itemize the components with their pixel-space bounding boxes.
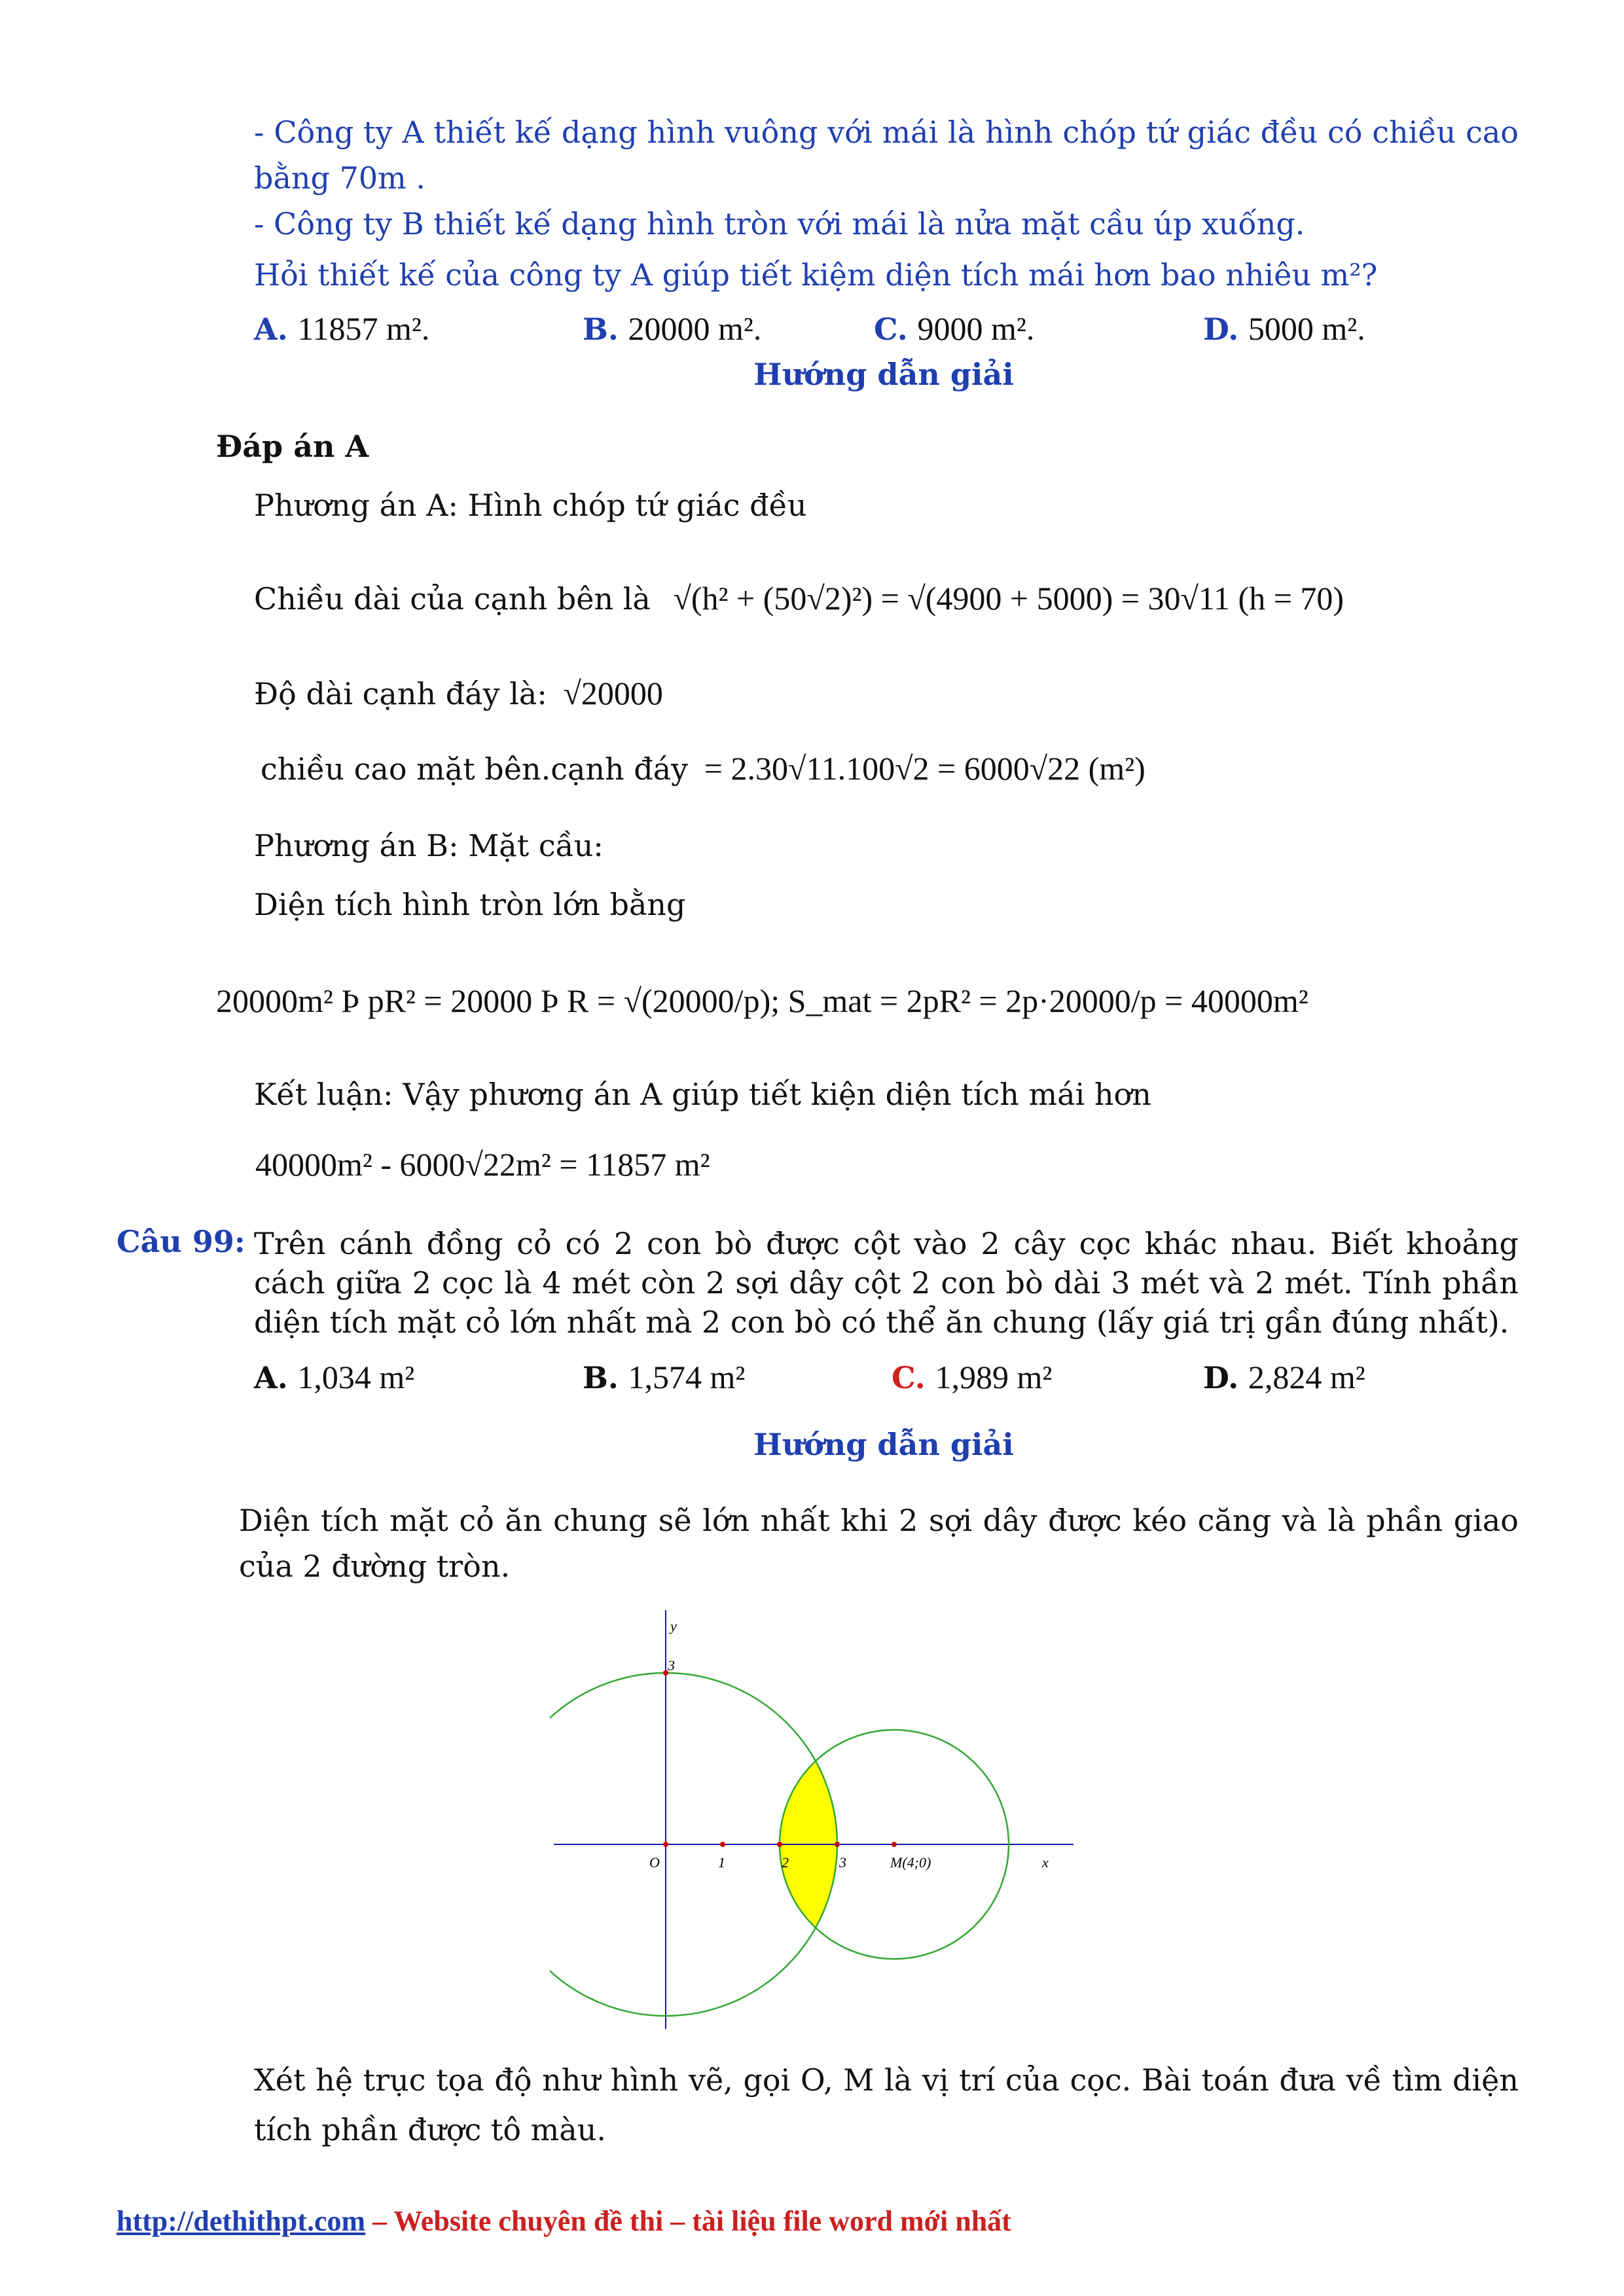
- area-formula: = 2.30√11.100√2 = 6000√22 (m²): [704, 750, 1146, 787]
- footer-text: – Website chuyên đề thi – tài liệu file word mới nhất: [365, 2205, 1011, 2237]
- option-text: 5000 m².: [1248, 310, 1365, 347]
- option-letter: D.: [1203, 312, 1239, 347]
- q98-option-b[interactable]: [583, 310, 761, 348]
- option-letter: C.: [892, 1360, 926, 1395]
- label-m: M(4;0): [890, 1854, 931, 1871]
- option-letter: A.: [254, 1360, 288, 1395]
- base-formula: √20000: [563, 675, 663, 711]
- solution99-para2: Xét hệ trục tọa độ như hình vẽ, gọi O, M là vị trí của cọc. Bài toán đưa về tìm diện tích phần được tô màu.: [254, 2062, 1519, 2147]
- base-text: Độ dài cạnh đáy là:: [254, 676, 547, 711]
- option-letter: B.: [583, 1360, 619, 1395]
- q98-line2: bằng 70m .: [254, 160, 425, 196]
- q99-label: Câu 99:: [117, 1224, 245, 1259]
- q99-option-b[interactable]: [583, 1358, 745, 1396]
- label-2: 2: [782, 1854, 789, 1871]
- option-text: 11857 m².: [297, 310, 430, 347]
- option-text: 1,574 m²: [628, 1359, 746, 1395]
- label-y: y: [670, 1618, 677, 1634]
- q99-option-d[interactable]: [1203, 1358, 1365, 1396]
- point-3: [835, 1842, 840, 1847]
- plan-a-text: Phương án A: Hình chóp tứ giác đều: [254, 488, 807, 523]
- option-letter: B.: [583, 312, 619, 347]
- option-text: 1,034 m²: [297, 1359, 415, 1395]
- label-origin: O: [649, 1854, 660, 1871]
- q98-line3: - Công ty B thiết kế dạng hình tròn với mái là nửa mặt cầu úp xuống.: [254, 206, 1305, 242]
- option-text: 20000 m².: [628, 310, 762, 347]
- area-line: [261, 749, 1146, 787]
- solution-heading: Hướng dẫn giải: [753, 357, 1014, 392]
- edge-line: [254, 579, 1344, 617]
- plan-b-text: Phương án B: Mặt cầu:: [254, 828, 604, 863]
- label-3: 3: [839, 1854, 846, 1871]
- option-letter: A.: [254, 312, 288, 347]
- intersection-figure: [550, 1610, 1106, 2036]
- option-letter: D.: [1203, 1360, 1239, 1395]
- q98-option-a[interactable]: [254, 310, 429, 348]
- answer-label: Đáp án A: [216, 429, 369, 464]
- q98-option-c[interactable]: [874, 310, 1034, 348]
- conclusion-formula: 40000m² - 6000√22m² = 11857 m²: [255, 1146, 710, 1183]
- point-m: [892, 1842, 897, 1847]
- label-x: x: [1042, 1854, 1049, 1871]
- conclusion-text: Kết luận: Vậy phương án A giúp tiết kiện diện tích mái hơn: [254, 1077, 1151, 1112]
- solution99-heading: Hướng dẫn giải: [753, 1427, 1014, 1462]
- option-text: 1,989 m²: [935, 1359, 1053, 1395]
- solution99-para1: Diện tích mặt cỏ ăn chung sẽ lớn nhất khi 2 sợi dây được kéo căng và là phần giao của 2 đường tròn.: [239, 1503, 1519, 1584]
- q98-option-d[interactable]: [1203, 310, 1365, 348]
- q98-line4: Hỏi thiết kế của công ty A giúp tiết kiệm diện tích mái hơn bao nhiêu m²?: [254, 257, 1378, 293]
- circle-formula: 20000m² Þ pR² = 20000 Þ R = √(20000/p); S_mat = 2pR² = 2p·20000/p = 40000m²: [216, 982, 1308, 1019]
- point-2: [777, 1842, 782, 1847]
- area-text: chiều cao mặt bên.cạnh đáy: [261, 751, 689, 787]
- label-y3: 3: [668, 1657, 675, 1674]
- edge-text: Chiều dài của cạnh bên là: [254, 581, 651, 617]
- point-1: [720, 1842, 725, 1847]
- q99-option-a[interactable]: [254, 1358, 414, 1396]
- footer: [117, 2204, 1011, 2238]
- option-text: 2,824 m²: [1248, 1359, 1365, 1395]
- q99-text: Trên cánh đồng cỏ có 2 con bò được cột vào 2 cây cọc khác nhau. Biết khoảng cách giữa 2 cọc là 4 mét còn 2 sợi dây cột 2 con bò dài 3 mét và 2 mét. Tính phần diện tích mặt cỏ lớn nhất mà 2 con bò có thể ăn chung (lấy giá trị gần đúng nhất).: [254, 1226, 1519, 1340]
- q99-option-c[interactable]: [892, 1358, 1052, 1396]
- q98-line1: - Công ty A thiết kế dạng hình vuông với mái là hình chóp tứ giác đều có chiều cao: [254, 115, 1519, 150]
- option-letter: C.: [874, 312, 908, 347]
- base-line: [254, 674, 663, 712]
- edge-formula: √(h² + (50√2)²) = √(4900 + 5000) = 30√11 (h = 70): [673, 580, 1344, 617]
- option-text: 9000 m².: [917, 310, 1035, 347]
- circle-text: Diện tích hình tròn lớn bằng: [254, 887, 686, 922]
- label-1: 1: [718, 1854, 725, 1871]
- point-o: [663, 1842, 668, 1847]
- footer-link[interactable]: http://dethithpt.com: [117, 2205, 366, 2237]
